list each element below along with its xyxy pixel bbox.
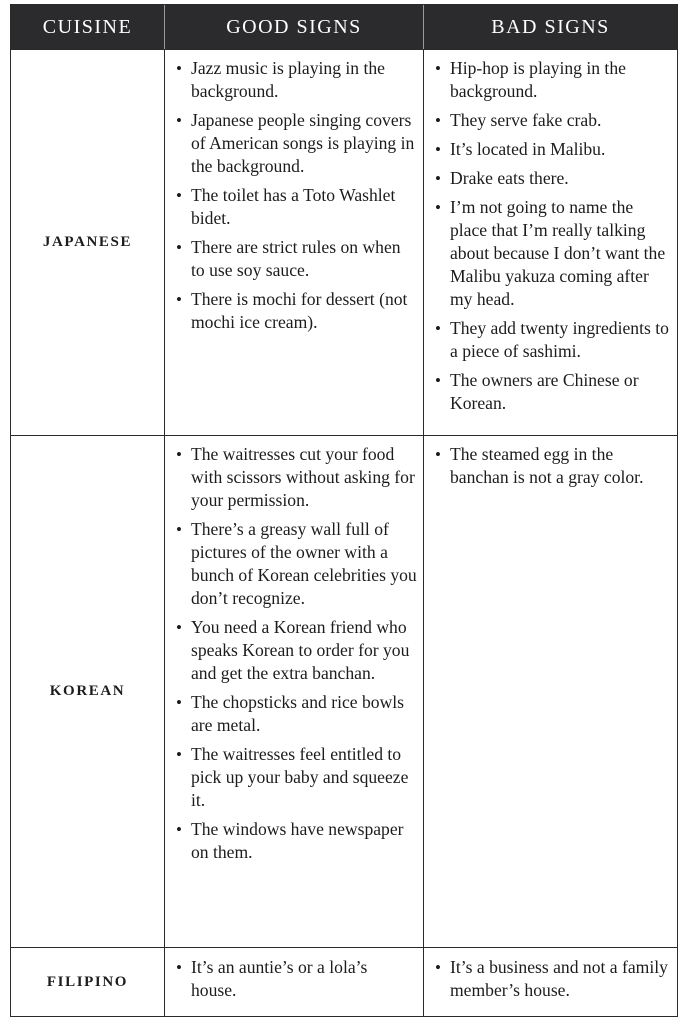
- bad-signs-cell: [423, 948, 677, 1016]
- bad-signs-list: [424, 948, 677, 1002]
- list-item: • The owners are Chinese or Korean.: [432, 369, 671, 415]
- list-item: • The chopsticks and rice bowls are metal.: [173, 691, 417, 737]
- list-item: • There’s a greasy wall full of pictures of the owner with a bunch of Korean celebrities you don’t recognize.: [173, 518, 417, 610]
- cuisine-label: FILIPINO: [46, 973, 129, 990]
- list-item: • There are strict rules on when to use soy sauce.: [173, 236, 417, 282]
- table-row-filipino: [11, 947, 677, 1016]
- table-row-korean: [11, 435, 677, 947]
- cuisine-signs-table: [10, 4, 678, 1017]
- bad-signs-list: [424, 50, 677, 415]
- list-item: • Drake eats there.: [432, 167, 671, 190]
- header-cuisine: CUISINE: [42, 15, 133, 38]
- list-item: • It’s located in Malibu.: [432, 138, 671, 161]
- list-item: • The windows have newspaper on them.: [173, 818, 417, 864]
- good-signs-list: [165, 50, 423, 334]
- list-item: • Hip-hop is playing in the background.: [432, 57, 671, 103]
- list-item: • The waitresses feel entitled to pick up your baby and squeeze it.: [173, 743, 417, 812]
- bad-signs-cell: [423, 436, 677, 947]
- list-item: • There is mochi for dessert (not mochi ice cream).: [173, 288, 417, 334]
- cuisine-label: JAPANESE: [42, 234, 133, 250]
- good-signs-list: [165, 436, 423, 864]
- bad-signs-list: [424, 436, 677, 489]
- table-row-japanese: [11, 49, 677, 435]
- list-item: • Jazz music is playing in the background.: [173, 57, 417, 103]
- list-item: • You need a Korean friend who speaks Korean to order for you and get the extra banchan.: [173, 616, 417, 685]
- cuisine-label: KOREAN: [49, 683, 126, 699]
- table-header-row: [11, 5, 677, 49]
- good-signs-cell: [164, 948, 423, 1016]
- list-item: • The steamed egg in the banchan is not a gray color.: [432, 443, 671, 489]
- bad-signs-cell: [423, 50, 677, 435]
- list-item: • The waitresses cut your food with scissors without asking for your permission.: [173, 443, 417, 512]
- list-item: • The toilet has a Toto Washlet bidet.: [173, 184, 417, 230]
- good-signs-cell: [164, 436, 423, 947]
- header-bad-signs: BAD SIGNS: [423, 5, 677, 49]
- good-signs-cell: [164, 50, 423, 435]
- list-item: • They add twenty ingredients to a piece of sashimi.: [432, 317, 671, 363]
- header-good-signs: GOOD SIGNS: [164, 5, 423, 49]
- list-item: • They serve fake crab.: [432, 109, 671, 132]
- list-item: • It’s an auntie’s or a lola’s house.: [173, 956, 417, 1002]
- list-item: • It’s a business and not a family member’s house.: [432, 956, 671, 1002]
- list-item: • I’m not going to name the place that I’m really talking about because I don’t want the Malibu yakuza coming after my head.: [432, 196, 671, 311]
- good-signs-list: [165, 948, 423, 1002]
- list-item: • Japanese people singing covers of American songs is playing in the background.: [173, 109, 417, 178]
